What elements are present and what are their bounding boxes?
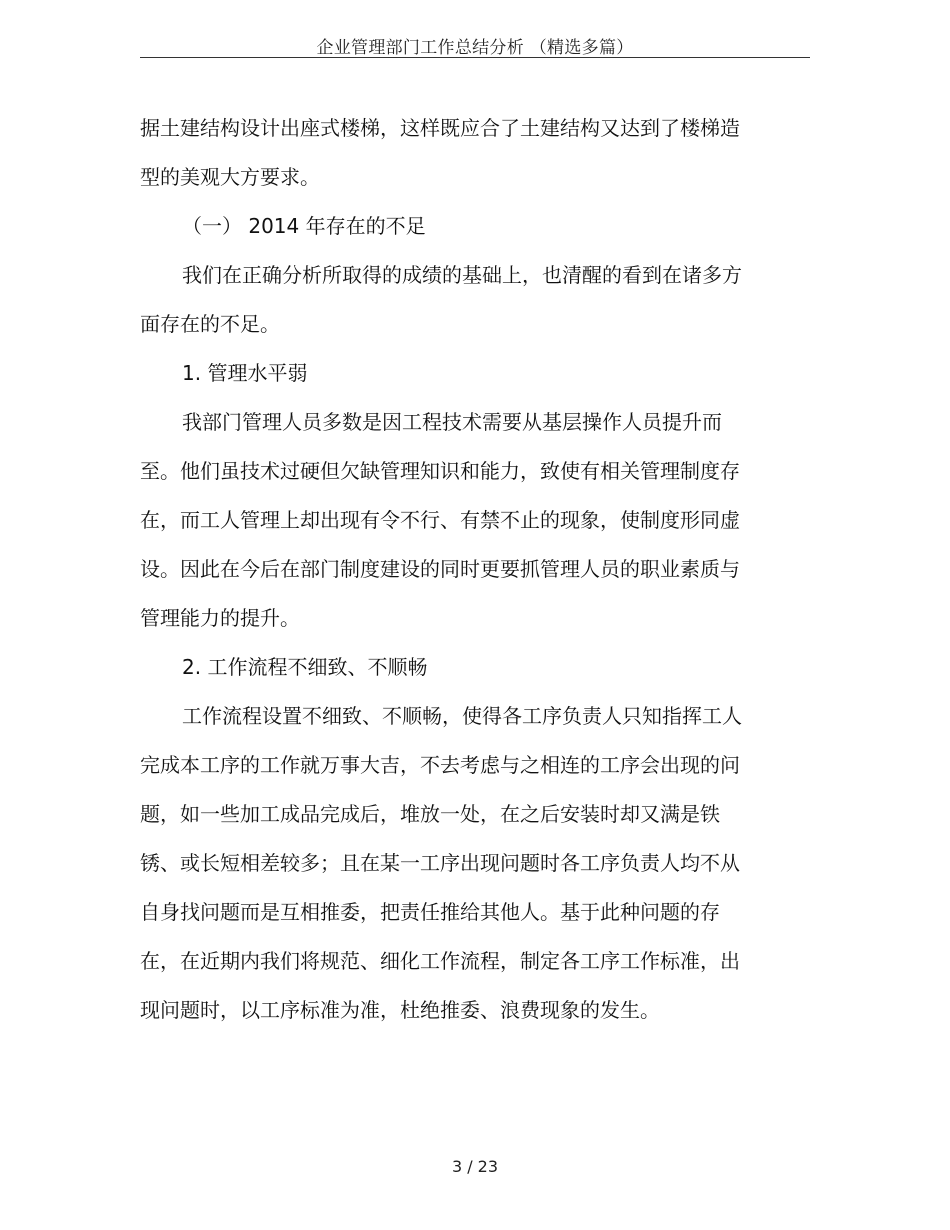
body-text <box>140 108 750 1039</box>
page-number: 3 / 23 <box>451 1157 499 1176</box>
text-line: 在，而工人管理上却出现有令不行、有禁不止的现象，使制度形同虚 <box>140 508 740 532</box>
text-line: 我部门管理人员多数是因工程技术需要从基层操作人员提升而 <box>182 410 722 434</box>
text-line: 工作流程设置不细致、不顺畅，使得各工序负责人只知指挥工人 <box>182 704 742 728</box>
text-line: 面存在的不足。 <box>140 312 280 336</box>
text-line: 设。因此在今后在部门制度建设的同时更要抓管理人员的职业素质与 <box>140 557 740 581</box>
text-line: 完成本工序的工作就万事大吉，不去考虑与之相连的工序会出现的问 <box>140 753 740 777</box>
running-header: 企业管理部门工作总结分析 （精选多篇） <box>316 38 634 58</box>
text-line: 现问题时，以工序标准为准，杜绝推委、浪费现象的发生。 <box>140 998 660 1022</box>
text-line: 据土建结构设计出座式楼梯，这样既应合了土建结构又达到了楼梯造 <box>140 116 740 140</box>
text-line: 管理能力的提升。 <box>140 606 300 630</box>
text-line: 在，在近期内我们将规范、细化工作流程，制定各工序工作标准，出 <box>140 949 740 973</box>
section-heading: （一） 2014 年存在的不足 <box>182 214 426 238</box>
text-line: 型的美观大方要求。 <box>140 165 320 189</box>
text-line: 我们在正确分析所取得的成绩的基础上，也清醒的看到在诸多方 <box>182 263 742 287</box>
subsection-heading: 1. 管理水平弱 <box>182 361 308 385</box>
text-line: 题，如一些加工成品完成后，堆放一处，在之后安装时却又满是铁 <box>140 802 720 826</box>
text-line: 至。他们虽技术过硬但欠缺管理知识和能力，致使有相关管理制度存 <box>140 459 740 483</box>
subsection-heading: 2. 工作流程不细致、不顺畅 <box>182 655 428 679</box>
text-line: 自身找问题而是互相推委，把责任推给其他人。基于此种问题的存 <box>140 900 720 924</box>
header-divider <box>140 57 810 58</box>
text-line: 锈、或长短相差较多；且在某一工序出现问题时各工序负责人均不从 <box>140 851 740 875</box>
